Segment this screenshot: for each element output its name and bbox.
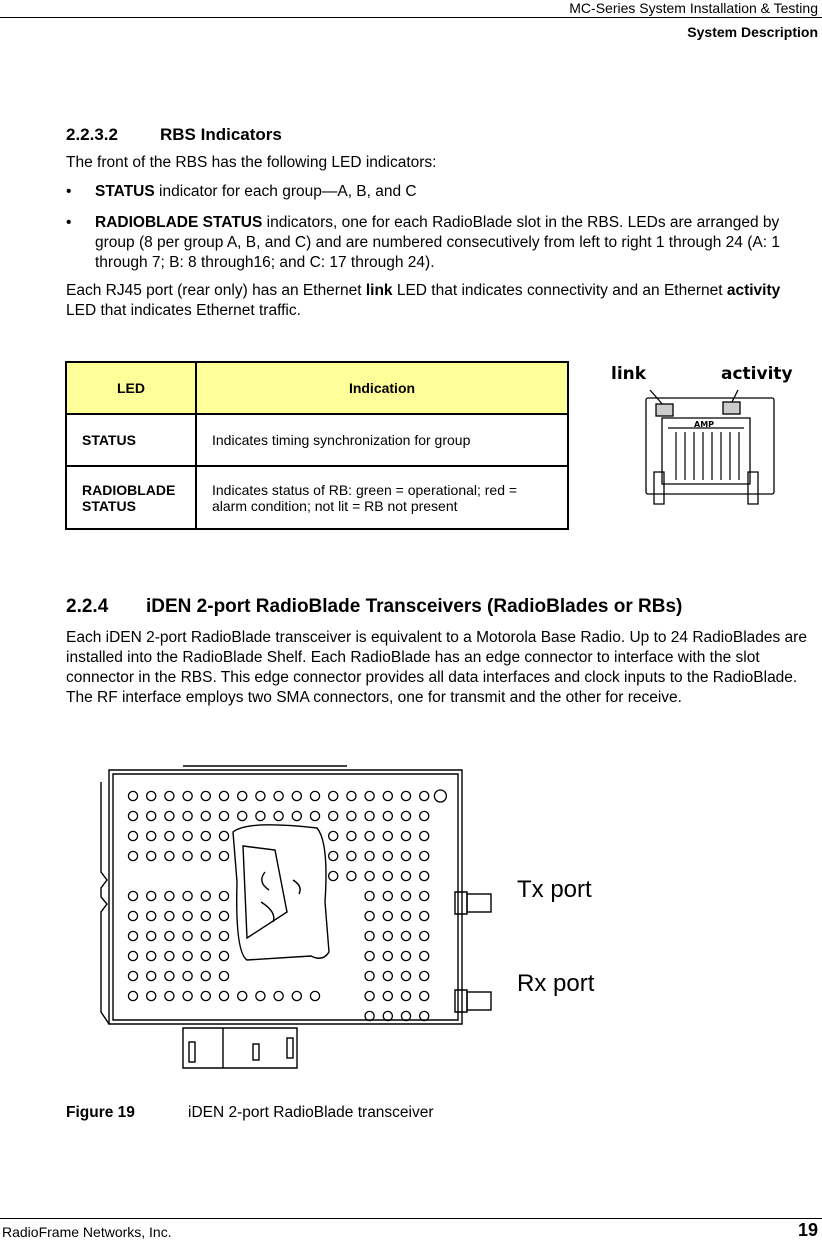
vent-hole: [201, 851, 210, 860]
vent-hole: [219, 971, 228, 980]
tx-port-label: Tx port: [517, 876, 592, 903]
vent-hole: [401, 971, 410, 980]
vent-hole: [365, 811, 374, 820]
vent-hole: [420, 791, 429, 800]
vent-hole: [292, 991, 301, 1000]
vent-hole: [256, 991, 265, 1000]
board-edge: [101, 782, 109, 1024]
vent-hole: [147, 791, 156, 800]
vent-hole: [219, 811, 228, 820]
vent-hole: [147, 971, 156, 980]
vent-hole: [183, 911, 192, 920]
vent-hole: [128, 971, 137, 980]
vent-hole: [219, 891, 228, 900]
vent-hole: [256, 811, 265, 820]
vent-hole: [365, 911, 374, 920]
vent-hole: [420, 951, 429, 960]
vent-hole: [183, 971, 192, 980]
vent-hole: [401, 791, 410, 800]
bullet-radioblade-bold: RADIOBLADE STATUS: [95, 214, 263, 231]
rx-connector-base: [455, 990, 467, 1012]
header-rule: [0, 17, 822, 18]
vent-hole: [383, 991, 392, 1000]
vent-hole: [401, 991, 410, 1000]
vent-hole: [401, 891, 410, 900]
vent-hole: [183, 851, 192, 860]
vent-hole: [329, 831, 338, 840]
table-cell-led: RADIOBLADE STATUS: [66, 466, 196, 529]
vent-hole: [383, 851, 392, 860]
vent-hole: [165, 971, 174, 980]
bullet-status-text: indicator for each group—A, B, and C: [154, 183, 417, 200]
heading-224: [66, 596, 682, 618]
table-header-row: [66, 362, 568, 414]
vent-hole: [310, 791, 319, 800]
vent-hole: [165, 791, 174, 800]
vent-hole: [365, 991, 374, 1000]
vent-hole: [201, 811, 210, 820]
vent-hole: [383, 971, 392, 980]
tx-connector-base: [455, 892, 467, 914]
vent-hole: [401, 851, 410, 860]
vent-hole: [274, 791, 283, 800]
rj45-paragraph: Each RJ45 port (rear only) has an Ethernet link LED that indicates connectivity and an Ethernet activity LED that indicates Ethernet traffic.: [66, 282, 781, 319]
vent-hole: [165, 951, 174, 960]
vent-hole: [183, 811, 192, 820]
vent-hole: [165, 851, 174, 860]
vent-hole: [383, 931, 392, 940]
bullet-dot-icon: •: [66, 214, 72, 231]
activity-led-window: [723, 402, 740, 414]
vent-hole: [201, 911, 210, 920]
vent-hole: [147, 911, 156, 920]
vent-hole: [165, 831, 174, 840]
vent-hole: [420, 931, 429, 940]
radioblade-transceiver-illustration: [97, 762, 507, 1074]
figure-caption-text: iDEN 2-port RadioBlade transceiver: [188, 1104, 434, 1121]
table-cell-indication: Indicates status of RB: green = operational; red = alarm condition; not lit = RB not present: [196, 466, 568, 529]
vent-hole: [420, 1011, 429, 1020]
vent-hole: [420, 871, 429, 880]
heading-2232-number: 2.2.3.2: [66, 125, 118, 144]
heading-2232: [66, 125, 282, 145]
vent-hole: [383, 891, 392, 900]
vent-hole: [420, 831, 429, 840]
vent-hole: [128, 791, 137, 800]
heading-224-number: 2.2.4: [66, 596, 109, 617]
vent-hole: [434, 790, 446, 802]
vent-hole: [274, 811, 283, 820]
vent-hole: [183, 951, 192, 960]
rj45-link-label: link: [611, 364, 647, 384]
table-row: [66, 414, 568, 466]
vent-hole: [238, 791, 247, 800]
vent-hole: [420, 991, 429, 1000]
vent-hole: [365, 1011, 374, 1020]
led-indicator-table: [65, 361, 569, 530]
table-header-led: LED: [66, 362, 196, 414]
vent-hole: [292, 791, 301, 800]
footer-rule: [0, 1218, 822, 1219]
footer-company: RadioFrame Networks, Inc.: [2, 1224, 172, 1240]
heading-2232-title: RBS Indicators: [160, 125, 282, 144]
edge-connector: [183, 1028, 297, 1068]
vent-hole: [365, 851, 374, 860]
amp-brand: AMP: [694, 420, 715, 429]
vent-hole: [201, 931, 210, 940]
rj45-link-bold: link: [365, 282, 393, 299]
figure-number: Figure 19: [66, 1104, 135, 1121]
vent-hole: [383, 831, 392, 840]
vent-hole: [310, 811, 319, 820]
vent-hole: [401, 1011, 410, 1020]
tx-connector: [467, 894, 491, 912]
vent-hole: [238, 991, 247, 1000]
board-outline: [109, 770, 462, 1024]
vent-hole: [383, 811, 392, 820]
vent-hole: [383, 791, 392, 800]
vent-hole: [274, 991, 283, 1000]
vent-hole: [365, 971, 374, 980]
vent-hole: [219, 991, 228, 1000]
vent-hole: [219, 951, 228, 960]
vent-hole: [147, 891, 156, 900]
vent-hole: [219, 931, 228, 940]
vent-hole: [383, 951, 392, 960]
vent-hole: [147, 931, 156, 940]
document-title: MC-Series System Installation & Testing: [569, 0, 818, 16]
bullet-dot-icon: •: [66, 183, 72, 200]
vent-hole: [147, 811, 156, 820]
page-number: 19: [797, 1220, 818, 1240]
vent-hole: [201, 991, 210, 1000]
vent-hole: [128, 851, 137, 860]
vent-hole: [183, 991, 192, 1000]
vent-hole: [329, 851, 338, 860]
link-led-window: [656, 404, 673, 416]
vent-hole: [365, 791, 374, 800]
vent-hole: [219, 851, 228, 860]
vent-hole: [401, 911, 410, 920]
vent-hole: [365, 931, 374, 940]
rx-port-label: Rx port: [517, 970, 595, 997]
vent-hole: [347, 831, 356, 840]
vent-hole: [329, 811, 338, 820]
vent-hole: [292, 811, 301, 820]
vent-hole: [219, 911, 228, 920]
vent-hole: [201, 951, 210, 960]
table-cell-indication: Indicates timing synchronization for group: [196, 414, 568, 466]
vent-hole: [201, 891, 210, 900]
table-header-indication: Indication: [196, 362, 568, 414]
vent-hole: [165, 811, 174, 820]
vent-hole: [383, 871, 392, 880]
vent-hole: [201, 831, 210, 840]
vent-hole: [365, 871, 374, 880]
vent-hole: [183, 891, 192, 900]
vent-hole: [128, 931, 137, 940]
rbs-intro: The front of the RBS has the following LED indicators:: [66, 154, 437, 171]
rj45-port-illustration: [636, 384, 782, 510]
vent-hole: [420, 911, 429, 920]
bullet-radioblade-text: indicators, one for each RadioBlade slot in the RBS. LEDs are arranged by group (8 per group A, B, and C) and are numbered consecutively from left to right 1 through 24 (A: 1 through 7; B: 8 through16; and C: 17 through 24).: [95, 214, 780, 271]
vent-hole: [383, 1011, 392, 1020]
vent-hole: [128, 811, 137, 820]
rj45-activity-bold: activity: [726, 282, 781, 299]
vent-hole: [147, 851, 156, 860]
vent-hole: [401, 931, 410, 940]
vent-hole: [347, 871, 356, 880]
vent-hole: [383, 911, 392, 920]
vent-hole: [165, 991, 174, 1000]
vent-hole: [147, 951, 156, 960]
vent-hole: [219, 831, 228, 840]
vent-hole: [401, 871, 410, 880]
vent-hole: [420, 811, 429, 820]
vent-hole: [147, 831, 156, 840]
vent-hole: [420, 891, 429, 900]
vent-hole: [147, 991, 156, 1000]
vent-hole: [420, 851, 429, 860]
vent-hole: [183, 831, 192, 840]
vent-hole: [256, 791, 265, 800]
vent-hole: [165, 911, 174, 920]
vent-hole: [183, 791, 192, 800]
table-cell-led: STATUS: [66, 414, 196, 466]
vent-hole: [201, 791, 210, 800]
vent-hole: [365, 891, 374, 900]
vent-hole: [365, 831, 374, 840]
vent-hole: [420, 971, 429, 980]
vent-hole: [310, 991, 319, 1000]
vent-hole: [347, 851, 356, 860]
heading-224-title: iDEN 2-port RadioBlade Transceivers (RadioBlades or RBs): [146, 596, 683, 617]
bullet-status-bold: STATUS: [95, 183, 155, 200]
vent-hole: [128, 831, 137, 840]
rj45-activity-label: activity: [721, 364, 793, 384]
vent-hole: [329, 791, 338, 800]
vent-hole: [401, 831, 410, 840]
figure-caption: [66, 1104, 434, 1122]
section-title: System Description: [687, 24, 818, 40]
radioblade-paragraph: Each iDEN 2-port RadioBlade transceiver is equivalent to a Motorola Base Radio. Up to 24 RadioBlades are installed into the RadioBlade Shelf. Each RadioBlade has an edge connector to interface with the slot connector in the RBS. This edge connector provides all data interfaces and clock inputs to the RadioBlade. The RF interface employs two SMA connectors, one for transmit and the other for receive.: [66, 629, 807, 706]
vent-hole: [128, 991, 137, 1000]
vent-hole: [128, 911, 137, 920]
vent-hole: [401, 811, 410, 820]
table-row: [66, 466, 568, 529]
vent-hole: [201, 971, 210, 980]
vent-hole: [347, 811, 356, 820]
vent-hole: [219, 791, 228, 800]
logo-inner: [243, 846, 287, 938]
vent-hole: [238, 811, 247, 820]
vent-hole: [401, 951, 410, 960]
logo-outline: [233, 825, 329, 960]
rx-connector: [467, 992, 491, 1010]
vent-hole: [128, 951, 137, 960]
vent-hole: [165, 931, 174, 940]
vent-hole: [365, 951, 374, 960]
vent-hole: [183, 931, 192, 940]
vent-hole: [128, 891, 137, 900]
vent-hole: [329, 871, 338, 880]
vent-hole: [347, 791, 356, 800]
vent-hole: [165, 891, 174, 900]
